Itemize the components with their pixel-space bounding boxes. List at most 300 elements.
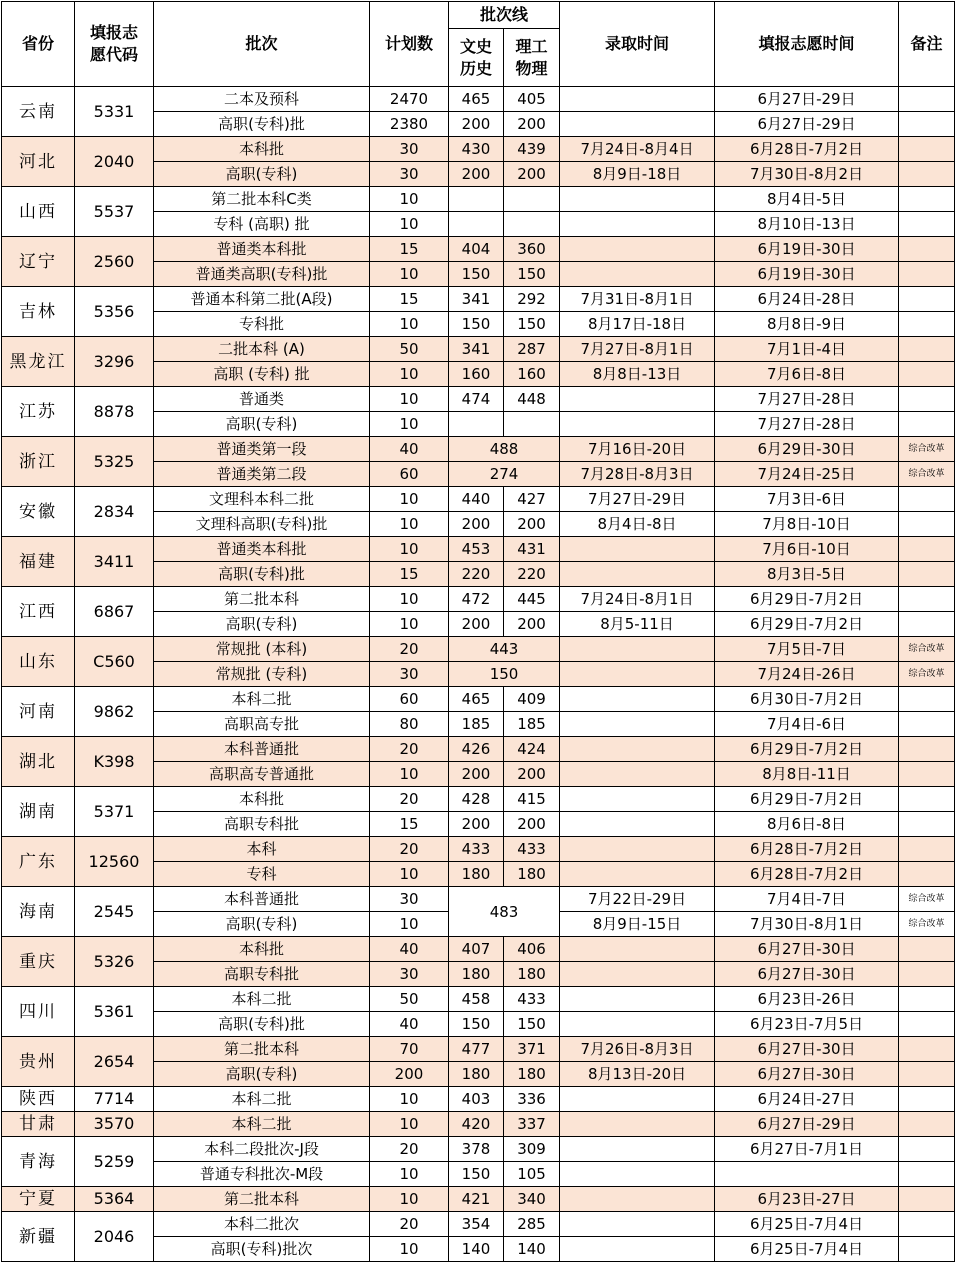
admission-time-cell — [560, 1112, 715, 1137]
plan-cell: 20 — [370, 637, 449, 662]
arts-line-cell: 200 — [449, 812, 504, 837]
arts-line-cell: 378 — [449, 1137, 504, 1162]
plan-cell: 10 — [370, 212, 449, 237]
province-cell: 河南 — [2, 687, 75, 737]
province-cell: 黑龙江 — [2, 337, 75, 387]
arts-line-cell: 433 — [449, 837, 504, 862]
batch-line-cell: 274 — [449, 462, 560, 487]
batch-line-cell: 150 — [449, 662, 560, 687]
code-cell: K398 — [75, 737, 154, 787]
table-row — [2, 87, 955, 112]
plan-cell: 15 — [370, 812, 449, 837]
code-cell: C560 — [75, 637, 154, 687]
batch-cell: 本科二批 — [154, 1112, 370, 1137]
admission-time-cell: 7月22日-29日 — [560, 887, 715, 912]
batch-cell: 高职专科批 — [154, 962, 370, 987]
note-cell — [899, 737, 955, 762]
arts-line-cell: 421 — [449, 1187, 504, 1212]
table-row — [2, 1087, 955, 1112]
note-cell: 综合改革 — [899, 662, 955, 687]
plan-cell: 10 — [370, 262, 449, 287]
fill-time-cell: 7月6日-8日 — [715, 362, 899, 387]
arts-line-cell: 200 — [449, 612, 504, 637]
batch-cell: 第二批本科 — [154, 1187, 370, 1212]
batch-line-cell: 483 — [449, 887, 560, 937]
batch-cell: 高职(专科) — [154, 412, 370, 437]
batch-cell: 高职(专科)批次 — [154, 1237, 370, 1262]
batch-cell: 本科二批 — [154, 1087, 370, 1112]
plan-cell: 30 — [370, 137, 449, 162]
science-line-cell: 285 — [504, 1212, 560, 1237]
header-science-physics: 理工 物理 — [504, 29, 560, 87]
batch-cell: 常规批 (本科) — [154, 637, 370, 662]
fill-time-cell: 7月24日-26日 — [715, 662, 899, 687]
note-cell — [899, 262, 955, 287]
admission-time-cell — [560, 637, 715, 662]
admission-time-cell — [560, 762, 715, 787]
fill-time-cell: 7月27日-28日 — [715, 412, 899, 437]
admission-time-cell — [560, 187, 715, 212]
fill-time-cell: 8月10日-13日 — [715, 212, 899, 237]
note-cell — [899, 612, 955, 637]
admission-time-cell: 8月17日-18日 — [560, 312, 715, 337]
note-cell — [899, 1062, 955, 1087]
code-cell: 5361 — [75, 987, 154, 1037]
plan-cell: 10 — [370, 387, 449, 412]
arts-line-cell: 426 — [449, 737, 504, 762]
admission-time-cell — [560, 937, 715, 962]
plan-cell: 70 — [370, 1037, 449, 1062]
fill-time-cell: 6月29日-7月2日 — [715, 787, 899, 812]
note-cell — [899, 1137, 955, 1162]
batch-cell: 高职高专批 — [154, 712, 370, 737]
arts-line-cell — [449, 412, 504, 437]
code-cell: 5371 — [75, 787, 154, 837]
science-line-cell: 160 — [504, 362, 560, 387]
arts-line-cell: 465 — [449, 87, 504, 112]
science-line-cell: 405 — [504, 87, 560, 112]
science-line-cell: 292 — [504, 287, 560, 312]
note-cell — [899, 287, 955, 312]
admission-time-cell — [560, 862, 715, 887]
table-row — [2, 137, 955, 162]
fill-time-cell: 6月27日-29日 — [715, 112, 899, 137]
science-line-cell: 200 — [504, 512, 560, 537]
batch-cell: 专科 — [154, 862, 370, 887]
plan-cell: 60 — [370, 462, 449, 487]
fill-time-cell: 7月5日-7日 — [715, 637, 899, 662]
note-cell — [899, 587, 955, 612]
arts-line-cell: 180 — [449, 862, 504, 887]
fill-time-cell: 6月24日-27日 — [715, 1087, 899, 1112]
batch-cell: 普通专科批次-M段 — [154, 1162, 370, 1187]
table-row — [2, 537, 955, 562]
note-cell — [899, 1087, 955, 1112]
fill-time-cell: 6月29日-7月2日 — [715, 612, 899, 637]
science-line-cell: 150 — [504, 312, 560, 337]
code-cell: 3570 — [75, 1112, 154, 1137]
fill-time-cell: 7月3日-6日 — [715, 487, 899, 512]
code-cell: 2834 — [75, 487, 154, 537]
plan-cell: 10 — [370, 487, 449, 512]
fill-time-cell: 7月6日-10日 — [715, 537, 899, 562]
arts-line-cell: 474 — [449, 387, 504, 412]
note-cell — [899, 362, 955, 387]
code-cell: 3296 — [75, 337, 154, 387]
header-batch-line: 批次线 — [449, 2, 560, 29]
table-row — [2, 1187, 955, 1212]
fill-time-cell: 6月28日-7月2日 — [715, 862, 899, 887]
batch-cell: 普通类高职(专科)批 — [154, 262, 370, 287]
batch-cell: 本科二段批次-J段 — [154, 1137, 370, 1162]
header-fill-time: 填报志愿时间 — [715, 2, 899, 87]
code-cell: 12560 — [75, 837, 154, 887]
plan-cell: 20 — [370, 1212, 449, 1237]
province-cell: 陕西 — [2, 1087, 75, 1112]
code-cell: 5537 — [75, 187, 154, 237]
note-cell — [899, 237, 955, 262]
science-line-cell: 415 — [504, 787, 560, 812]
arts-line-cell: 200 — [449, 112, 504, 137]
code-cell: 5325 — [75, 437, 154, 487]
admission-time-cell — [560, 712, 715, 737]
batch-line-cell: 443 — [449, 637, 560, 662]
batch-cell: 专科批 — [154, 312, 370, 337]
admission-time-cell — [560, 1012, 715, 1037]
batch-cell: 第二批本科C类 — [154, 187, 370, 212]
fill-time-cell: 6月24日-28日 — [715, 287, 899, 312]
arts-line-cell: 354 — [449, 1212, 504, 1237]
batch-cell: 第二批本科 — [154, 1037, 370, 1062]
note-cell — [899, 837, 955, 862]
note-cell — [899, 212, 955, 237]
science-line-cell: 200 — [504, 162, 560, 187]
note-cell — [899, 1187, 955, 1212]
batch-cell: 二本及预科 — [154, 87, 370, 112]
admission-time-cell — [560, 1162, 715, 1187]
note-cell — [899, 162, 955, 187]
admission-time-cell: 7月24日-8月1日 — [560, 587, 715, 612]
arts-line-cell: 341 — [449, 337, 504, 362]
admission-time-cell: 7月31日-8月1日 — [560, 287, 715, 312]
fill-time-cell — [715, 1162, 899, 1187]
science-line-cell — [504, 212, 560, 237]
note-cell — [899, 512, 955, 537]
arts-line-cell: 472 — [449, 587, 504, 612]
province-cell: 湖南 — [2, 787, 75, 837]
admission-time-cell: 8月13日-20日 — [560, 1062, 715, 1087]
note-cell — [899, 1112, 955, 1137]
admission-time-cell: 7月24日-8月4日 — [560, 137, 715, 162]
plan-cell: 80 — [370, 712, 449, 737]
plan-cell: 50 — [370, 337, 449, 362]
science-line-cell: 287 — [504, 337, 560, 362]
code-cell: 5331 — [75, 87, 154, 137]
province-cell: 贵州 — [2, 1037, 75, 1087]
admission-time-cell: 7月27日-8月1日 — [560, 337, 715, 362]
admission-time-cell: 7月27日-29日 — [560, 487, 715, 512]
plan-cell: 10 — [370, 412, 449, 437]
batch-cell: 普通类第一段 — [154, 437, 370, 462]
admission-time-cell — [560, 787, 715, 812]
province-cell: 重庆 — [2, 937, 75, 987]
science-line-cell: 424 — [504, 737, 560, 762]
table-row — [2, 1037, 955, 1062]
fill-time-cell: 8月4日-5日 — [715, 187, 899, 212]
admission-time-cell — [560, 1237, 715, 1262]
province-cell: 山西 — [2, 187, 75, 237]
province-cell: 新疆 — [2, 1212, 75, 1262]
batch-cell: 常规批 (专科) — [154, 662, 370, 687]
note-cell: 综合改革 — [899, 462, 955, 487]
science-line-cell — [504, 412, 560, 437]
province-cell: 海南 — [2, 887, 75, 937]
code-cell: 2046 — [75, 1212, 154, 1262]
note-cell — [899, 112, 955, 137]
fill-time-cell: 7月4日-6日 — [715, 712, 899, 737]
province-cell: 辽宁 — [2, 237, 75, 287]
batch-cell: 高职高专普通批 — [154, 762, 370, 787]
note-cell — [899, 87, 955, 112]
province-cell: 青海 — [2, 1137, 75, 1187]
plan-cell: 20 — [370, 837, 449, 862]
admission-time-cell — [560, 662, 715, 687]
note-cell — [899, 862, 955, 887]
science-line-cell: 340 — [504, 1187, 560, 1212]
province-cell: 山东 — [2, 637, 75, 687]
arts-line-cell: 200 — [449, 762, 504, 787]
fill-time-cell: 8月8日-11日 — [715, 762, 899, 787]
arts-line-cell: 150 — [449, 262, 504, 287]
fill-time-cell: 6月23日-26日 — [715, 987, 899, 1012]
fill-time-cell: 6月19日-30日 — [715, 262, 899, 287]
fill-time-cell: 6月27日-29日 — [715, 87, 899, 112]
code-cell: 5326 — [75, 937, 154, 987]
code-cell: 3411 — [75, 537, 154, 587]
code-cell: 7714 — [75, 1087, 154, 1112]
plan-cell: 30 — [370, 962, 449, 987]
province-cell: 广东 — [2, 837, 75, 887]
science-line-cell: 185 — [504, 712, 560, 737]
province-cell: 宁夏 — [2, 1187, 75, 1212]
note-cell — [899, 762, 955, 787]
fill-time-cell: 6月29日-30日 — [715, 437, 899, 462]
admission-time-cell — [560, 1212, 715, 1237]
admission-time-cell — [560, 737, 715, 762]
table-row — [2, 737, 955, 762]
plan-cell: 30 — [370, 662, 449, 687]
batch-cell: 高职(专科) — [154, 912, 370, 937]
batch-cell: 本科普通批 — [154, 887, 370, 912]
science-line-cell: 309 — [504, 1137, 560, 1162]
arts-line-cell: 428 — [449, 787, 504, 812]
plan-cell: 10 — [370, 1087, 449, 1112]
fill-time-cell: 8月3日-5日 — [715, 562, 899, 587]
fill-time-cell: 8月8日-9日 — [715, 312, 899, 337]
note-cell — [899, 687, 955, 712]
province-cell: 福建 — [2, 537, 75, 587]
plan-cell: 40 — [370, 1012, 449, 1037]
batch-cell: 本科二批次 — [154, 1212, 370, 1237]
note-cell — [899, 1037, 955, 1062]
note-cell — [899, 1212, 955, 1237]
batch-cell: 普通类本科批 — [154, 237, 370, 262]
table-row — [2, 387, 955, 412]
science-line-cell: 433 — [504, 837, 560, 862]
arts-line-cell: 403 — [449, 1087, 504, 1112]
code-cell: 2040 — [75, 137, 154, 187]
plan-cell: 10 — [370, 612, 449, 637]
batch-cell: 高职(专科) — [154, 162, 370, 187]
batch-cell: 本科二批 — [154, 987, 370, 1012]
table-row — [2, 787, 955, 812]
code-cell: 5364 — [75, 1187, 154, 1212]
plan-cell: 30 — [370, 162, 449, 187]
arts-line-cell — [449, 187, 504, 212]
header-batch: 批次 — [154, 2, 370, 87]
science-line-cell: 200 — [504, 612, 560, 637]
science-line-cell: 220 — [504, 562, 560, 587]
table-row — [2, 287, 955, 312]
plan-cell: 10 — [370, 1237, 449, 1262]
admission-time-cell — [560, 562, 715, 587]
fill-time-cell: 6月23日-27日 — [715, 1187, 899, 1212]
header-admission-time: 录取时间 — [560, 2, 715, 87]
science-line-cell: 200 — [504, 112, 560, 137]
arts-line-cell: 453 — [449, 537, 504, 562]
code-cell: 2545 — [75, 887, 154, 937]
admission-time-cell — [560, 837, 715, 862]
plan-cell: 60 — [370, 687, 449, 712]
fill-time-cell: 7月1日-4日 — [715, 337, 899, 362]
province-cell: 湖北 — [2, 737, 75, 787]
note-cell — [899, 137, 955, 162]
batch-cell: 普通本科第二批(A段) — [154, 287, 370, 312]
batch-cell: 二批本科 (A) — [154, 337, 370, 362]
batch-cell: 本科普通批 — [154, 737, 370, 762]
note-cell — [899, 1012, 955, 1037]
admission-time-cell — [560, 987, 715, 1012]
plan-cell: 2380 — [370, 112, 449, 137]
table-row — [2, 987, 955, 1012]
admission-time-cell — [560, 112, 715, 137]
arts-line-cell: 477 — [449, 1037, 504, 1062]
fill-time-cell: 6月28日-7月2日 — [715, 837, 899, 862]
batch-cell: 普通类本科批 — [154, 537, 370, 562]
admission-time-cell: 7月16日-20日 — [560, 437, 715, 462]
plan-cell: 10 — [370, 537, 449, 562]
table-row — [2, 887, 955, 912]
code-cell: 2654 — [75, 1037, 154, 1087]
header-note: 备注 — [899, 2, 955, 87]
science-line-cell: 431 — [504, 537, 560, 562]
science-line-cell: 409 — [504, 687, 560, 712]
plan-cell: 15 — [370, 562, 449, 587]
batch-cell: 第二批本科 — [154, 587, 370, 612]
note-cell: 综合改革 — [899, 887, 955, 912]
table-row — [2, 1212, 955, 1237]
plan-cell: 10 — [370, 187, 449, 212]
fill-time-cell: 6月27日-30日 — [715, 937, 899, 962]
admission-time-cell: 8月5-11日 — [560, 612, 715, 637]
code-cell: 5259 — [75, 1137, 154, 1187]
fill-time-cell: 7月27日-28日 — [715, 387, 899, 412]
note-cell — [899, 812, 955, 837]
fill-time-cell: 6月28日-7月2日 — [715, 137, 899, 162]
arts-line-cell: 220 — [449, 562, 504, 587]
arts-line-cell: 150 — [449, 1012, 504, 1037]
batch-cell: 高职(专科)批 — [154, 1012, 370, 1037]
code-cell: 9862 — [75, 687, 154, 737]
fill-time-cell: 6月27日-7月1日 — [715, 1137, 899, 1162]
fill-time-cell: 6月23日-7月5日 — [715, 1012, 899, 1037]
fill-time-cell: 6月27日-30日 — [715, 962, 899, 987]
admission-time-cell: 7月28日-8月3日 — [560, 462, 715, 487]
plan-cell: 15 — [370, 237, 449, 262]
arts-line-cell: 200 — [449, 512, 504, 537]
science-line-cell: 150 — [504, 1012, 560, 1037]
code-cell: 8878 — [75, 387, 154, 437]
code-cell: 6867 — [75, 587, 154, 637]
arts-line-cell: 140 — [449, 1237, 504, 1262]
note-cell — [899, 937, 955, 962]
batch-cell: 本科批 — [154, 137, 370, 162]
table-row — [2, 187, 955, 212]
header-province: 省份 — [2, 2, 75, 87]
science-line-cell: 439 — [504, 137, 560, 162]
admission-time-cell — [560, 262, 715, 287]
batch-cell: 高职专科批 — [154, 812, 370, 837]
fill-time-cell: 8月6日-8日 — [715, 812, 899, 837]
batch-cell: 高职(专科)批 — [154, 562, 370, 587]
note-cell — [899, 312, 955, 337]
table-row — [2, 937, 955, 962]
note-cell — [899, 412, 955, 437]
plan-cell: 10 — [370, 1112, 449, 1137]
batch-cell: 本科批 — [154, 787, 370, 812]
batch-cell: 高职 (专科) 批 — [154, 362, 370, 387]
admission-time-cell: 8月9日-18日 — [560, 162, 715, 187]
header-code: 填报志 愿代码 — [75, 2, 154, 87]
arts-line-cell: 465 — [449, 687, 504, 712]
plan-cell: 40 — [370, 937, 449, 962]
arts-line-cell: 180 — [449, 962, 504, 987]
code-cell: 2560 — [75, 237, 154, 287]
science-line-cell: 180 — [504, 1062, 560, 1087]
fill-time-cell: 6月27日-30日 — [715, 1037, 899, 1062]
arts-line-cell: 430 — [449, 137, 504, 162]
province-cell: 河北 — [2, 137, 75, 187]
science-line-cell: 360 — [504, 237, 560, 262]
admission-time-cell: 8月4日-8日 — [560, 512, 715, 537]
science-line-cell — [504, 187, 560, 212]
table-row — [2, 687, 955, 712]
science-line-cell: 337 — [504, 1112, 560, 1137]
note-cell — [899, 787, 955, 812]
note-cell — [899, 537, 955, 562]
admission-table — [1, 1, 955, 1262]
table-body — [2, 87, 955, 1262]
batch-cell: 专科 (高职) 批 — [154, 212, 370, 237]
plan-cell: 20 — [370, 787, 449, 812]
plan-cell: 10 — [370, 912, 449, 937]
science-line-cell: 200 — [504, 812, 560, 837]
fill-time-cell: 7月30日-8月1日 — [715, 912, 899, 937]
note-cell — [899, 1237, 955, 1262]
admission-time-cell — [560, 537, 715, 562]
admission-time-cell — [560, 87, 715, 112]
science-line-cell: 448 — [504, 387, 560, 412]
